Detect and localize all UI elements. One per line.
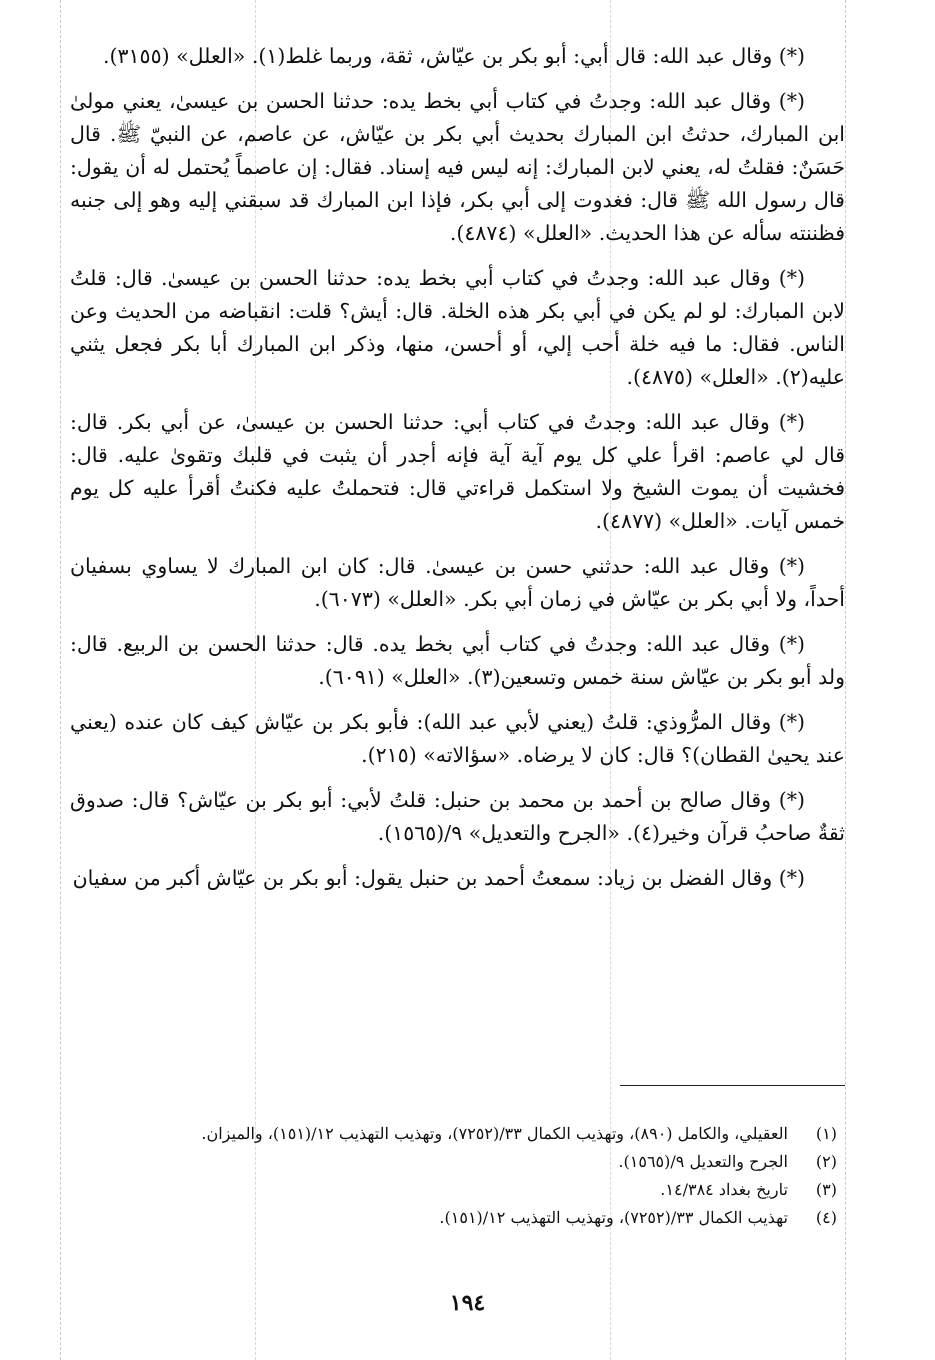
footnote-separator bbox=[620, 1085, 845, 1086]
footnote-2 bbox=[70, 1148, 845, 1176]
footnote-text: تاريخ بغداد ١٤/٣٨٤. bbox=[660, 1180, 788, 1199]
footnotes bbox=[70, 1120, 845, 1232]
paragraph-8: (*) وقال صالح بن أحمد بن محمد بن حنبل: قلتُ لأبي: أبو بكر بن عيّاش؟ قال: صدوق ثقةٌ صاحبُ قرآن وخير(٤). «الجرح والتعديل» ٩/(١٥٦٥). bbox=[70, 788, 845, 845]
footnote-text: العقيلي، والكامل (٨٩٠)، وتهذيب الكمال ٣٣/(٧٢٥٢)، وتهذيب التهذيب ١٢/(١٥١)، والميزان. bbox=[201, 1124, 788, 1143]
scan-guide-line bbox=[845, 0, 846, 1360]
paragraph-2: (*) وقال عبد الله: وجدتُ في كتاب أبي بخط يده: حدثنا الحسن بن عيسىٰ، يعني مولىٰ ابن المبارك، حدثتُ ابن المبارك بحديث أبي بكر بن عيّاش، عن عاصم، عن النبيّ ﷺ. قال حَسَنٌ: فقلتُ له، يعني لابن المبارك: إنه ليس فيه إسناد. فقال: إن عاصماً يُحتمل له أن يقول: قال رسول الله ﷺ قال: فغدوت إلى أبي بكر، فإذا ابن المبارك قد سبقني إليه وهو إلى جنبه فظننته سأله عن هذا الحديث. «العلل» (٤٨٧٤). bbox=[70, 89, 845, 245]
paragraph-5: (*) وقال عبد الله: حدثني حسن بن عيسىٰ. قال: كان ابن المبارك لا يساوي بسفيان أحداً، ولا أبي بكر بن عيّاش في زمان أبي بكر. «العلل» (٦٠٧٣). bbox=[70, 554, 845, 611]
scan-guide-line bbox=[60, 0, 61, 1360]
page-number: ١٩٤ bbox=[449, 1290, 486, 1316]
paragraph-1: (*) وقال عبد الله: قال أبي: أبو بكر بن عيّاش، ثقة، وربما غلط(١). «العلل» (٣١٥٥). bbox=[103, 44, 805, 68]
footnote-3 bbox=[70, 1176, 845, 1204]
footnote-4 bbox=[70, 1204, 845, 1232]
paragraph-4: (*) وقال عبد الله: وجدتُ في كتاب أبي: حدثنا الحسن بن عيسىٰ، عن أبي بكر. قال: قال لي عاصم: اقرأ علي كل يوم آية آية فإنه أجدر أن يثبت في قلبك وتقوىٰ عليه. قال: فخشيت أن يموت الشيخ ولا استكمل قراءتي قال: فتحملتُ عليه فكنتُ أقرأ عليه كل يوم خمس آيات. «العلل» (٤٨٧٧). bbox=[70, 410, 845, 533]
footnote-text: الجرح والتعديل ٩/(١٥٦٥). bbox=[618, 1152, 788, 1171]
paragraph-7: (*) وقال المرُّوذي: قلتُ (يعني لأبي عبد الله): فأبو بكر بن عيّاش كيف كان عنده (يعني عند يحيىٰ القطان)؟ قال: كان لا يرضاه. «سؤالاته» (٢١٥). bbox=[70, 710, 845, 767]
footnote-number: (٤) bbox=[815, 1208, 837, 1227]
footnote-number: (٢) bbox=[815, 1152, 837, 1171]
paragraph-3: (*) وقال عبد الله: وجدتُ في كتاب أبي بخط يده: حدثنا الحسن بن عيسىٰ. قال: قلتُ لابن المبارك: لو لم يكن في أبي بكر هذه الخلة. قال: أيش؟ قلت: انقباضه من الحديث وعن الناس. فقال: ما فيه خلة أحب إلي، أو أحسن، منها، وذكر ابن المبارك أبا بكر فجعل يثني عليه(٢). «العلل» (٤٨٧٥). bbox=[70, 266, 845, 389]
footnote-number: (١) bbox=[815, 1124, 837, 1143]
footnote-1 bbox=[70, 1120, 845, 1148]
paragraph-6: (*) وقال عبد الله: وجدتُ في كتاب أبي بخط يده. قال: حدثنا الحسن بن الربيع. قال: ولد أبو بكر بن عيّاش سنة خمس وتسعين(٣). «العلل» (٦٠٩١). bbox=[70, 632, 845, 689]
main-text bbox=[70, 40, 845, 907]
footnote-number: (٣) bbox=[815, 1180, 837, 1199]
footnote-text: تهذيب الكمال ٣٣/(٧٢٥٢)، وتهذيب التهذيب ١٢/(١٥١). bbox=[439, 1208, 788, 1227]
paragraph-9: (*) وقال الفضل بن زياد: سمعتُ أحمد بن حنبل يقول: أبو بكر بن عيّاش أكبر من سفيان bbox=[72, 866, 805, 890]
